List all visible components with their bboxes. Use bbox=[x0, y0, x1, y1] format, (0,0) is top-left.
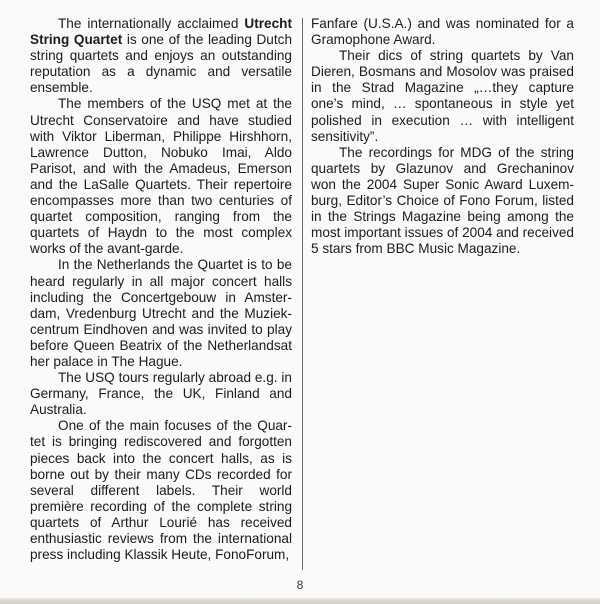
page-bottom-edge bbox=[0, 598, 600, 604]
column-divider bbox=[302, 18, 303, 570]
page-number: 8 bbox=[296, 578, 304, 592]
paragraph-intro bbox=[30, 16, 292, 96]
paragraph-strad: Their dics of string quartets by Van Dieren, Bosmans and Mosolov was praised in the Strad Magazine „…they capture one’s mind, … spontaneous in style yet polished in execution … with intelligent sensitivity”. bbox=[311, 48, 574, 144]
right-column bbox=[311, 16, 574, 257]
paragraph-members: The members of the USQ met at the Utrecht Conservatoire and have studied with Viktor Liberman, Philippe Hirshhorn, Lawrence Dutton, Nobuko Imai, Aldo Parisot, and with the Amadeus, Emerson and the LaSalle Quartets. Their repertoire encompasses more than two centuries of quartet composition, ranging from the quartets of Haydn to the most complex works of the avant-garde. bbox=[30, 96, 292, 257]
intro-rest: is one of the leading Dutch string quartets and enjoys an outstanding reputation as a dynamic and versatile ensemble. bbox=[30, 32, 293, 96]
paragraph-tours: The USQ tours regularly abroad e.g. in Germany, France, the UK, Finland and Australia. bbox=[30, 370, 292, 418]
left-column bbox=[30, 16, 292, 563]
intro-text: The internationally acclaimed bbox=[58, 16, 245, 31]
paragraph-netherlands: In the Netherlands the Quartet is to be heard regularly in all major concert halls including the Concertgebouw in Amsterdam, Vredenburg Utrecht and the Muziekcentrum Eindhoven and was invited to play before Queen Beatrix of the Netherlandsat her palace in The Hague. bbox=[30, 257, 292, 369]
paragraph-focus: One of the main focuses of the Quartet is bringing rediscovered and forgotten pieces back into the concert halls, as is borne out by their many CDs recorded for several different labels. Their world première recording of the complete string quartets of Arthur Lourié has received enthusiastic reviews from the international press including Klassik Heute, FonoForum, bbox=[30, 418, 292, 563]
paragraph-fanfare: Fanfare (U.S.A.) and was nominated for a Gramophone Award. bbox=[311, 16, 574, 48]
paragraph-mdg: The recordings for MDG of the string quartets by Glazunov and Grechaninov won the 2004 Super Sonic Award Luxemburg, Editor’s Choice of Fono Forum, listed in the Strings Magazine being among the most important issues of 2004 and received 5 stars from BBC Music Magazine. bbox=[311, 144, 574, 257]
quartet-name: Utrecht String Quartet bbox=[30, 16, 292, 48]
